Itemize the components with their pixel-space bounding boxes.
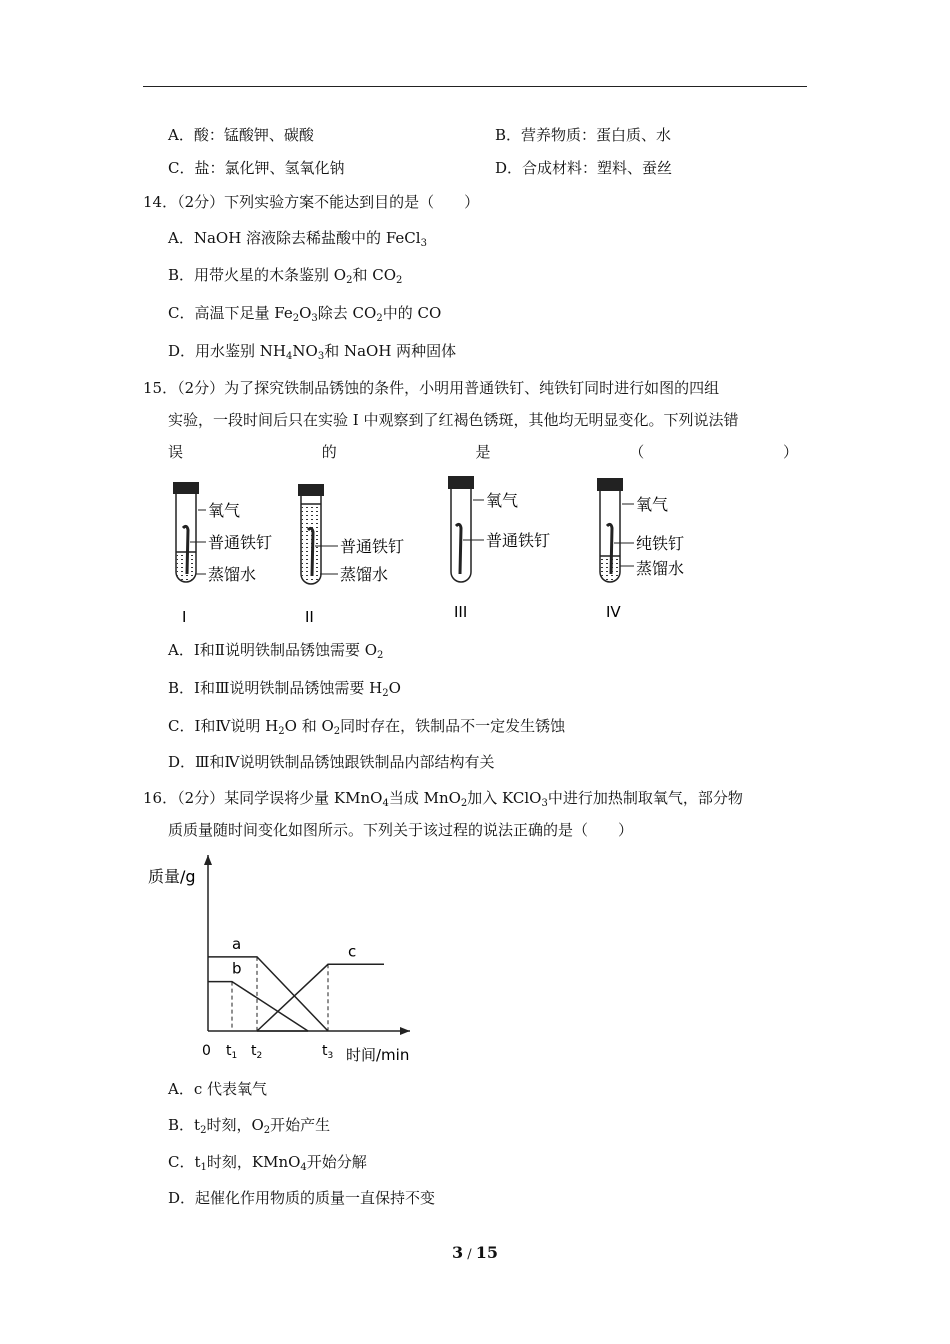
q14-option-d: D．用水鉴别 $NH_4NO_3$和 NaOH 两种固体: [168, 342, 457, 362]
series-b-label: b: [232, 959, 242, 978]
series-c-line: [257, 964, 384, 1031]
x-axis-arrow: [400, 1027, 410, 1035]
q15-stem-line3: 误 的 是 （ ）: [168, 443, 798, 461]
x-axis-label: 时间/min: [346, 1046, 410, 1064]
q15-stem-line1: 15．（2分）为了探究铁制品锈蚀的条件，小明用普通铁钉、纯铁钉同时进行如图的四组: [143, 379, 720, 397]
q16-stem-line2: 质质量随时间变化如图所示。下列关于该过程的说法正确的是（ ）: [168, 821, 634, 839]
tube-iv-water-label: 蒸馏水: [636, 559, 685, 578]
q15-option-d: D．Ⅲ和Ⅳ说明铁制品锈蚀跟铁制品内部结构有关: [168, 753, 495, 771]
q16-option-b: B．$t_2$时刻，$O_2$开始产生: [168, 1116, 331, 1136]
series-c-label: c: [348, 942, 357, 961]
header-rule: [143, 86, 807, 87]
tube-iii-oxygen-label: 氧气: [486, 491, 519, 510]
q16-option-d: D．起催化作用物质的质量一直保持不变: [168, 1189, 436, 1207]
tube-ii-water-label: 蒸馏水: [340, 565, 389, 584]
tube-i-label: I: [182, 608, 187, 626]
tube-i-nail-label: 普通铁钉: [208, 533, 273, 552]
q16-option-a: A．c 代表氧气: [168, 1080, 268, 1098]
tube-iii: [448, 476, 550, 621]
tube-i: [173, 482, 272, 626]
q14-stem: 14．（2分）下列实验方案不能达到目的是（ ）: [143, 193, 480, 211]
tube-ii-nail-label: 普通铁钉: [340, 537, 405, 556]
q15-stem-line2: 实验，一段时间后只在实验 I 中观察到了红褐色锈斑，其他均无明显变化。下列说法错: [168, 411, 739, 429]
q13-option-c: C．盐：氯化钾、氢氧化钠: [168, 159, 345, 177]
mass-time-chart: [140, 855, 430, 1070]
series-b-line: [208, 982, 308, 1031]
q13-option-b: B．营养物质：蛋白质、水: [495, 126, 672, 144]
x-tick-0: 0: [202, 1043, 211, 1059]
q14-option-b: B．用带火星的木条鉴别 $O_2$和 $CO_2$: [168, 266, 403, 286]
y-axis-label: 质量/g: [148, 867, 196, 886]
q16-option-c: C．$t_1$时刻，KMnO$_4$开始分解: [168, 1153, 367, 1173]
tube-iii-nail-label: 普通铁钉: [486, 531, 551, 550]
tube-i-oxygen-label: 氧气: [208, 501, 241, 520]
page-number: 3 / 15: [451, 1243, 499, 1262]
tube-iv: [597, 478, 684, 621]
x-tick-t3: $t_3$: [322, 1043, 334, 1061]
test-tube-figure: [160, 470, 720, 630]
tube-ii: [298, 484, 404, 626]
q16-stem-line1: 16．（2分）某同学误将少量 KMnO$_4$当成 MnO$_2$加入 KClO$_3$中进行加热制取氧气，部分物: [143, 789, 743, 809]
tube-iv-oxygen-label: 氧气: [636, 495, 669, 514]
q15-option-c: C．Ⅰ和Ⅳ说明 $H_2O$ 和 $O_2$同时存在，铁制品不一定发生锈蚀: [168, 717, 566, 737]
q15-option-b: B．Ⅰ和Ⅲ说明铁制品锈蚀需要 $H_2O$: [168, 679, 401, 699]
tube-iii-label: III: [454, 603, 468, 621]
x-tick-t2: $t_2$: [251, 1043, 263, 1061]
x-tick-t1: $t_1$: [226, 1043, 238, 1061]
q14-option-a: A．NaOH 溶液除去稀盐酸中的 FeCl$_3$: [168, 229, 427, 249]
tube-ii-label: II: [305, 608, 314, 626]
series-a-label: a: [232, 934, 242, 953]
y-axis-arrow: [204, 855, 212, 865]
q15-option-a: A．Ⅰ和Ⅱ说明铁制品锈蚀需要 $O_2$: [168, 641, 384, 661]
q14-option-c: C．高温下足量 $Fe_2O_3$除去 $CO_2$中的 CO: [168, 304, 442, 324]
tube-iv-nail-label: 纯铁钉: [636, 534, 685, 553]
q13-option-a: A．酸：锰酸钾、碳酸: [168, 126, 314, 144]
tube-i-water-label: 蒸馏水: [208, 565, 257, 584]
q13-option-d: D．合成材料：塑料、蚕丝: [495, 159, 673, 177]
tube-iv-label: IV: [606, 603, 621, 621]
